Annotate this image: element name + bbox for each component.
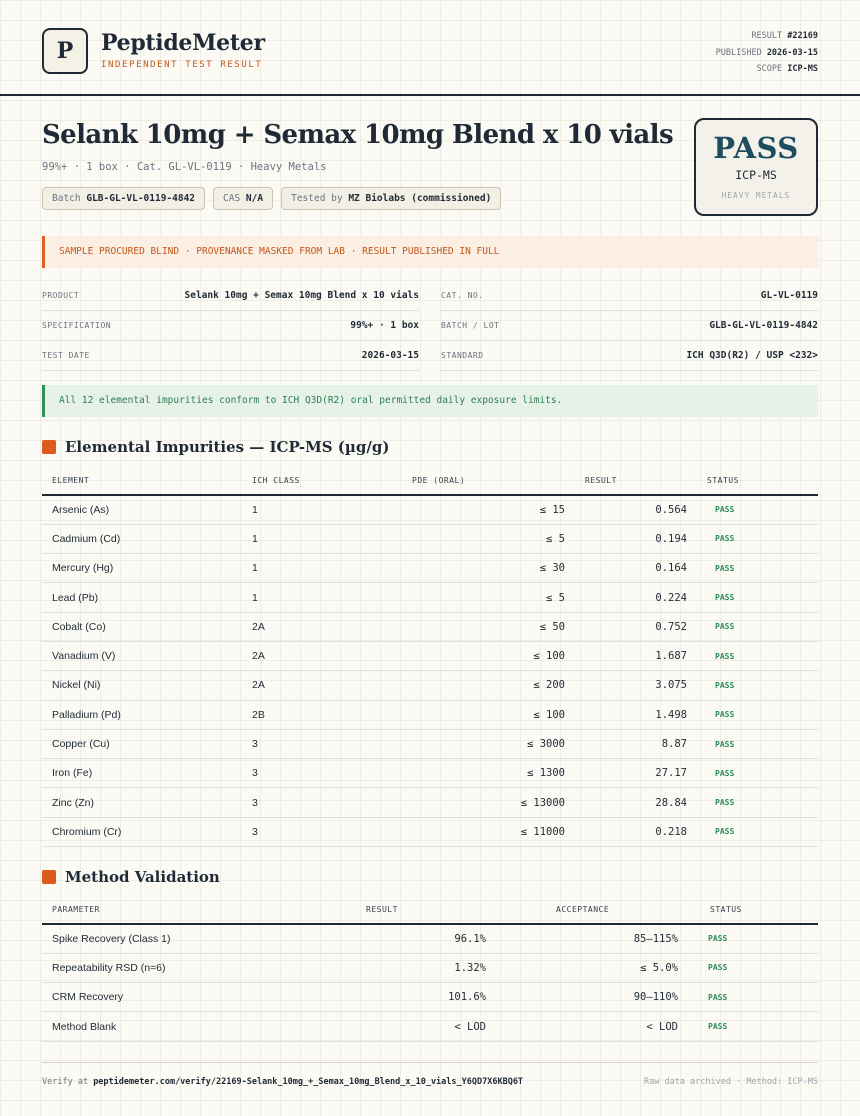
- result-value: 96.1%: [306, 924, 496, 953]
- scope-label: SCOPE: [756, 64, 783, 74]
- pde-limit: ≤ 200: [402, 671, 575, 700]
- verdict-method: ICP-MS: [735, 168, 777, 182]
- brand-name: PeptideMeter: [101, 30, 265, 56]
- pde-limit: ≤ 5: [402, 583, 575, 612]
- status-badge: PASS: [697, 495, 818, 524]
- conformance-notice: All 12 elemental impurities conform to ICH Q3D(R2) oral permitted daily exposure limits.: [42, 385, 818, 417]
- ich-class: 1: [242, 524, 402, 553]
- table-row: [42, 583, 818, 612]
- table-row: [42, 983, 818, 1012]
- info-label: TEST DATE: [42, 351, 90, 360]
- procurement-notice: SAMPLE PROCURED BLIND · PROVENANCE MASKED FROM LAB · RESULT PUBLISHED IN FULL: [42, 236, 818, 268]
- result-id: #22169: [787, 31, 818, 41]
- report-meta: [716, 28, 818, 78]
- column-header: ELEMENT: [42, 467, 242, 495]
- footer-divider: [42, 1062, 818, 1063]
- info-row: [441, 281, 818, 311]
- status-badge: PASS: [697, 729, 818, 758]
- table-row: [42, 700, 818, 729]
- table-row: [42, 953, 818, 982]
- info-value: 2026-03-15: [361, 350, 419, 361]
- parameter-name: Repeatability RSD (n=6): [42, 953, 306, 982]
- published-label: PUBLISHED: [715, 47, 762, 58]
- ich-class: 2A: [242, 671, 402, 700]
- column-header: RESULT: [306, 896, 496, 924]
- pde-limit: ≤ 50: [402, 612, 575, 641]
- info-row: [42, 281, 419, 311]
- element-name: Vanadium (V): [42, 641, 242, 670]
- pde-limit: ≤ 30: [402, 554, 575, 583]
- validation-table-body: [42, 924, 818, 1041]
- status-badge: PASS: [697, 641, 818, 670]
- info-row: [441, 341, 818, 371]
- info-label: SPECIFICATION: [42, 321, 112, 330]
- element-name: Chromium (Cr): [42, 817, 242, 846]
- pde-limit: ≤ 15: [402, 495, 575, 524]
- table-row: [42, 817, 818, 846]
- footer-archive-note: Raw data archived · Method: ICP-MS: [644, 1077, 818, 1087]
- info-label: STANDARD: [441, 351, 484, 360]
- info-row: [441, 311, 818, 341]
- table-row: [42, 671, 818, 700]
- result-value: 0.564: [575, 495, 697, 524]
- element-name: Palladium (Pd): [42, 700, 242, 729]
- scope-value: ICP-MS: [787, 64, 818, 74]
- result-value: 0.194: [575, 524, 697, 553]
- table-row: [42, 729, 818, 758]
- section-marker-icon: [42, 870, 56, 884]
- column-header: STATUS: [688, 896, 818, 924]
- verdict-badge: [694, 118, 818, 216]
- ich-class: 3: [242, 788, 402, 817]
- ich-class: 2A: [242, 612, 402, 641]
- chip-value: GLB-GL-VL-0119-4842: [86, 193, 196, 204]
- status-badge: PASS: [697, 524, 818, 553]
- status-badge: PASS: [697, 612, 818, 641]
- report-header: [0, 0, 860, 96]
- impurities-table: [42, 467, 818, 847]
- verify-text: [42, 1077, 523, 1087]
- pde-limit: ≤ 100: [402, 700, 575, 729]
- tested-by-chip: [281, 187, 501, 210]
- ich-class: 1: [242, 495, 402, 524]
- cas-chip: [213, 187, 273, 210]
- info-value: 99%+ · 1 box: [350, 320, 419, 331]
- column-header: STATUS: [697, 467, 818, 495]
- status-badge: PASS: [688, 1012, 818, 1041]
- status-badge: PASS: [688, 953, 818, 982]
- result-value: 8.87: [575, 729, 697, 758]
- result-value: 1.32%: [306, 953, 496, 982]
- table-header-row: [42, 467, 818, 495]
- chip-label: CAS: [223, 193, 241, 204]
- chip-label: Batch: [52, 193, 81, 204]
- column-header: RESULT: [575, 467, 697, 495]
- table-row: [42, 924, 818, 953]
- result-label: RESULT: [751, 31, 783, 41]
- status-badge: PASS: [688, 924, 818, 953]
- result-value: 28.84: [575, 788, 697, 817]
- info-row: [42, 341, 419, 371]
- result-value: 1.498: [575, 700, 697, 729]
- parameter-name: CRM Recovery: [42, 983, 306, 1012]
- element-name: Copper (Cu): [42, 729, 242, 758]
- published-date: 2026-03-15: [766, 47, 818, 58]
- table-row: [42, 759, 818, 788]
- parameter-name: Spike Recovery (Class 1): [42, 924, 306, 953]
- table-header-row: [42, 896, 818, 924]
- acceptance-range: ≤ 5.0%: [496, 953, 688, 982]
- verdict-scope: HEAVY METALS: [721, 191, 791, 200]
- impurities-table-body: [42, 495, 818, 847]
- product-chips: [42, 187, 501, 210]
- status-badge: PASS: [688, 983, 818, 1012]
- result-value: 1.687: [575, 641, 697, 670]
- section-marker-icon: [42, 440, 56, 454]
- pde-limit: ≤ 5: [402, 524, 575, 553]
- status-badge: PASS: [697, 583, 818, 612]
- pde-limit: ≤ 1300: [402, 759, 575, 788]
- element-name: Arsenic (As): [42, 495, 242, 524]
- table-row: [42, 788, 818, 817]
- pde-limit: ≤ 13000: [402, 788, 575, 817]
- info-label: PRODUCT: [42, 291, 80, 300]
- batch-chip: [42, 187, 205, 210]
- chip-value: N/A: [245, 193, 264, 204]
- table-row: [42, 495, 818, 524]
- info-right: [441, 281, 818, 371]
- ich-class: 3: [242, 759, 402, 788]
- ich-class: 2B: [242, 700, 402, 729]
- section-title: Elemental Impurities — ICP-MS (µg/g): [65, 438, 390, 456]
- pde-limit: ≤ 11000: [402, 817, 575, 846]
- product-title: Selank 10mg + Semax 10mg Blend x 10 vials: [42, 120, 673, 150]
- logo-mark: [42, 28, 88, 74]
- status-badge: PASS: [697, 817, 818, 846]
- result-value: 0.224: [575, 583, 697, 612]
- result-value: 0.164: [575, 554, 697, 583]
- info-row: [42, 311, 419, 341]
- status-badge: PASS: [697, 671, 818, 700]
- table-row: [42, 612, 818, 641]
- element-name: Mercury (Hg): [42, 554, 242, 583]
- chip-value: MZ Biolabs (commissioned): [348, 193, 492, 204]
- ich-class: 1: [242, 583, 402, 612]
- acceptance-range: < LOD: [496, 1012, 688, 1041]
- info-label: BATCH / LOT: [441, 321, 500, 330]
- info-value: GLB-GL-VL-0119-4842: [709, 320, 818, 331]
- element-name: Lead (Pb): [42, 583, 242, 612]
- status-badge: PASS: [697, 759, 818, 788]
- result-value: < LOD: [306, 1012, 496, 1041]
- acceptance-range: 90–110%: [496, 983, 688, 1012]
- ich-class: 3: [242, 729, 402, 758]
- result-value: 27.17: [575, 759, 697, 788]
- info-left: [42, 281, 419, 371]
- ich-class: 3: [242, 817, 402, 846]
- info-value: Selank 10mg + Semax 10mg Blend x 10 vials: [184, 290, 419, 301]
- section-title: Method Validation: [65, 868, 220, 886]
- element-name: Cobalt (Co): [42, 612, 242, 641]
- verify-link[interactable]: peptidemeter.com/verify/22169-Selank_10mg_+_Semax_10mg_Blend_x_10_vials_Y6QD7X6KBQ6T: [93, 1077, 524, 1087]
- validation-table: [42, 896, 818, 1042]
- column-header: ACCEPTANCE: [496, 896, 688, 924]
- pde-limit: ≤ 100: [402, 641, 575, 670]
- status-badge: PASS: [697, 700, 818, 729]
- verdict-word: PASS: [713, 131, 799, 165]
- result-value: 3.075: [575, 671, 697, 700]
- column-header: PARAMETER: [42, 896, 306, 924]
- table-row: [42, 554, 818, 583]
- chip-label: Tested by: [291, 193, 343, 204]
- result-value: 0.218: [575, 817, 697, 846]
- logo-letter: P: [56, 38, 74, 64]
- product-subtitle: 99%+ · 1 box · Cat. GL-VL-0119 · Heavy Metals: [42, 161, 327, 173]
- column-header: PDE (ORAL): [402, 467, 575, 495]
- ich-class: 1: [242, 554, 402, 583]
- element-name: Cadmium (Cd): [42, 524, 242, 553]
- pde-limit: ≤ 3000: [402, 729, 575, 758]
- status-badge: PASS: [697, 788, 818, 817]
- ich-class: 2A: [242, 641, 402, 670]
- element-name: Zinc (Zn): [42, 788, 242, 817]
- element-name: Nickel (Ni): [42, 671, 242, 700]
- info-value: ICH Q3D(R2) / USP <232>: [686, 350, 818, 361]
- result-value: 101.6%: [306, 983, 496, 1012]
- table-row: [42, 1012, 818, 1041]
- element-name: Iron (Fe): [42, 759, 242, 788]
- status-badge: PASS: [697, 554, 818, 583]
- table-row: [42, 524, 818, 553]
- acceptance-range: 85–115%: [496, 924, 688, 953]
- info-value: GL-VL-0119: [760, 290, 818, 301]
- result-value: 0.752: [575, 612, 697, 641]
- verify-prefix: Verify at: [42, 1077, 89, 1087]
- table-row: [42, 641, 818, 670]
- parameter-name: Method Blank: [42, 1012, 306, 1041]
- impurities-section-header: [42, 438, 389, 456]
- info-label: CAT. NO.: [441, 291, 484, 300]
- validation-section-header: [42, 868, 220, 886]
- brand-tagline: INDEPENDENT TEST RESULT: [101, 60, 263, 70]
- column-header: ICH CLASS: [242, 467, 402, 495]
